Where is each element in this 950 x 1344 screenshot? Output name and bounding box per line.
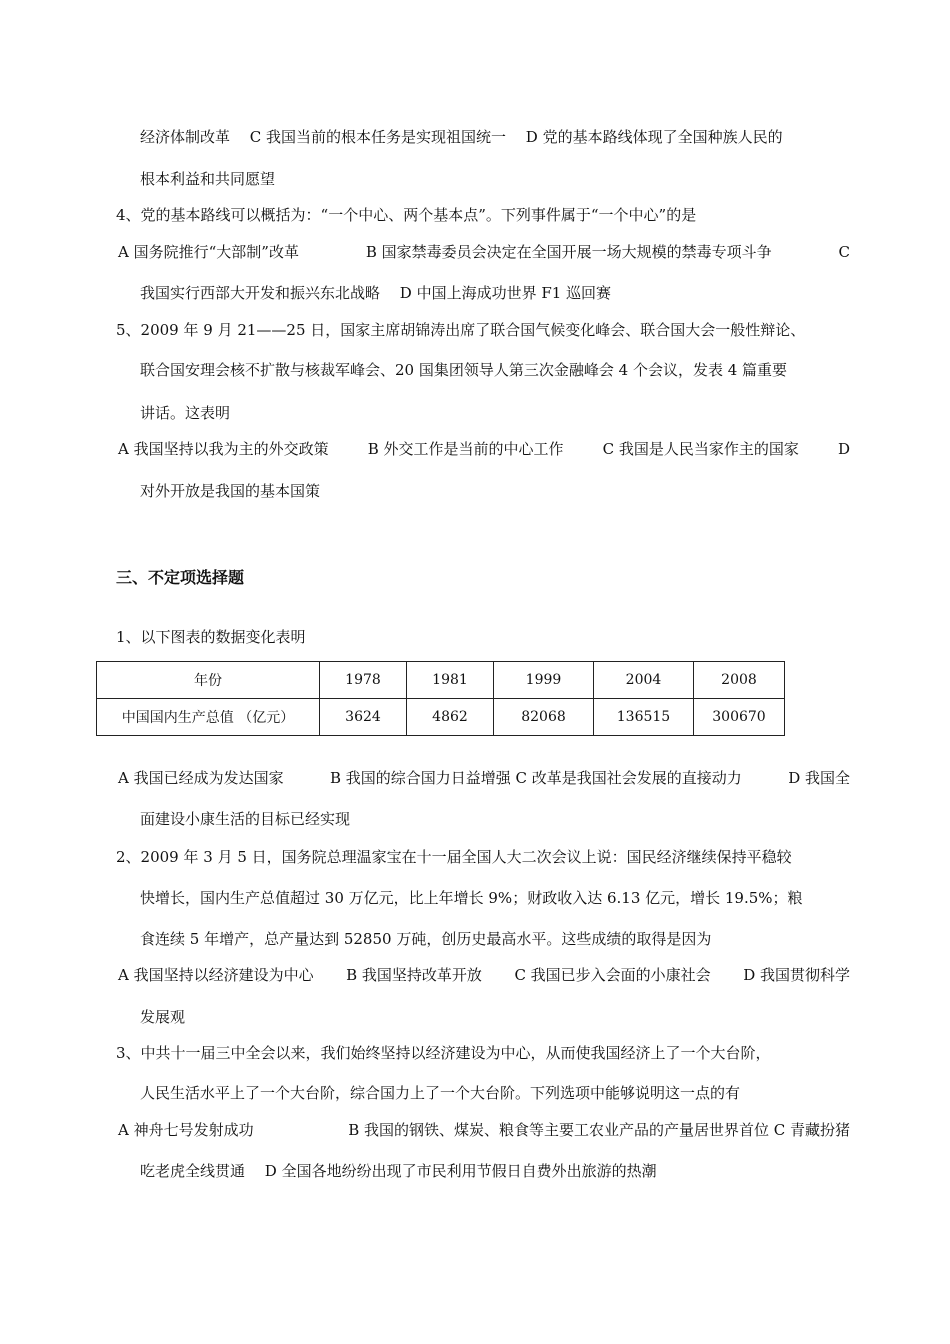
table-cell: 3624	[320, 699, 407, 736]
option-d: D 我国贯彻科学	[743, 966, 850, 984]
option-d-label: D	[837, 440, 850, 458]
table-cell: 2008	[694, 662, 785, 699]
s3-question-1-stem: 1、以下图表的数据变化表明	[116, 628, 306, 646]
table-cell: 2004	[594, 662, 694, 699]
s3-question-2-stem: 食连续 5 年增产，总产量达到 52850 万砘，创历史最高水平。这些成绩的取得是因为	[140, 930, 712, 948]
text-line: 经济体制改革 C 我国当前的根本任务是实现祖国统一 D 党的基本路线体现了全国种族人民的	[140, 128, 783, 146]
s3-question-1-cont: 面建设小康生活的目标已经实现	[140, 810, 351, 828]
option-a: A 我国已经成为发达国家	[118, 769, 284, 787]
question-5-stem: 讲话。这表明	[140, 404, 231, 422]
question-5-stem: 联合国安理会核不扩散与核裁军峰会、20 国集团领导人第三次金融峰会 4 个会议，发表 4 篇重要	[140, 361, 788, 379]
s3-question-2-stem: 快增长，国内生产总值超过 30 万亿元，比上年增长 9%；财政收入达 6.13 亿元，增长 19.5%；粮	[140, 889, 803, 907]
option-a: A 神舟七号发射成功	[118, 1121, 254, 1139]
option-b: B 我国的综合国力日益增强 C 改革是我国社会发展的直接动力	[330, 769, 742, 787]
s3-question-2-options	[118, 965, 850, 985]
s3-question-3-options	[118, 1120, 850, 1140]
option-b: B 外交工作是当前的中心工作	[367, 440, 564, 458]
table-cell: 82068	[494, 699, 594, 736]
option-b: B 我国的钢铁、煤炭、粮食等主要工农业产品的产量居世界首位 C 青藏扮猪	[348, 1121, 850, 1139]
s3-question-3-cont: 吃老虎全线贯通 D 全国各地纷纷出现了市民利用节假日自费外出旅游的热潮	[140, 1162, 657, 1180]
section-title: 三、不定项选择题	[116, 568, 245, 587]
option-b: B 我国坚持改革开放	[346, 966, 482, 984]
question-4-stem: 4、党的基本路线可以概括为：“一个中心、两个基本点”。下列事件属于“一个中心”的是	[116, 206, 697, 224]
option-d: D 我国全	[788, 769, 850, 787]
text-line: 根本利益和共同愿望	[140, 170, 276, 188]
s3-question-3-stem: 人民生活水平上了一个大台阶，综合国力上了一个大台阶。下列选项中能够说明这一点的有	[140, 1084, 741, 1102]
s3-question-3-stem: 3、中共十一届三中全会以来，我们始终坚持以经济建设为中心，从而使我国经济上了一个大台阶，	[116, 1044, 771, 1062]
s3-question-2-stem: 2、2009 年 3 月 5 日，国务院总理温家宝在十一届全国人大二次会议上说：国民经济继续保持平稳较	[116, 848, 792, 866]
option-a: A 我国坚持以我为主的外交政策	[118, 440, 329, 458]
s3-question-2-cont: 发展观	[140, 1008, 186, 1026]
s3-question-1-options	[118, 768, 850, 788]
table-cell: 1981	[407, 662, 494, 699]
table-cell: 1978	[320, 662, 407, 699]
option-c: C 我国已步入会面的小康社会	[514, 966, 711, 984]
table-row	[97, 699, 785, 736]
question-5-stem: 5、2009 年 9 月 21——25 日，国家主席胡锦涛出席了联合国气候变化峰会、联合国大会一般性辩论、	[116, 321, 806, 339]
table-cell: 136515	[594, 699, 694, 736]
table-cell: 中国国内生产总值 （亿元）	[97, 699, 320, 736]
table-cell: 4862	[407, 699, 494, 736]
gdp-table	[96, 661, 785, 736]
table-cell: 1999	[494, 662, 594, 699]
option-b: B 国家禁毒委员会决定在全国开展一场大规模的禁毒专项斗争	[365, 243, 772, 261]
question-5-cont: 对外开放是我国的基本国策	[140, 482, 321, 500]
question-4-options	[118, 242, 850, 262]
table-header-row	[97, 662, 785, 699]
table-cell: 年份	[97, 662, 320, 699]
question-4-cont: 我国实行西部大开发和振兴东北战略 D 中国上海成功世界 F1 巡回赛	[140, 284, 612, 302]
option-c-label: C	[838, 243, 850, 261]
option-a: A 我国坚持以经济建设为中心	[118, 966, 314, 984]
table-cell: 300670	[694, 699, 785, 736]
option-c: C 我国是人民当家作主的国家	[602, 440, 799, 458]
question-5-options	[118, 439, 850, 459]
option-a: A 国务院推行“大部制”改革	[118, 243, 299, 261]
